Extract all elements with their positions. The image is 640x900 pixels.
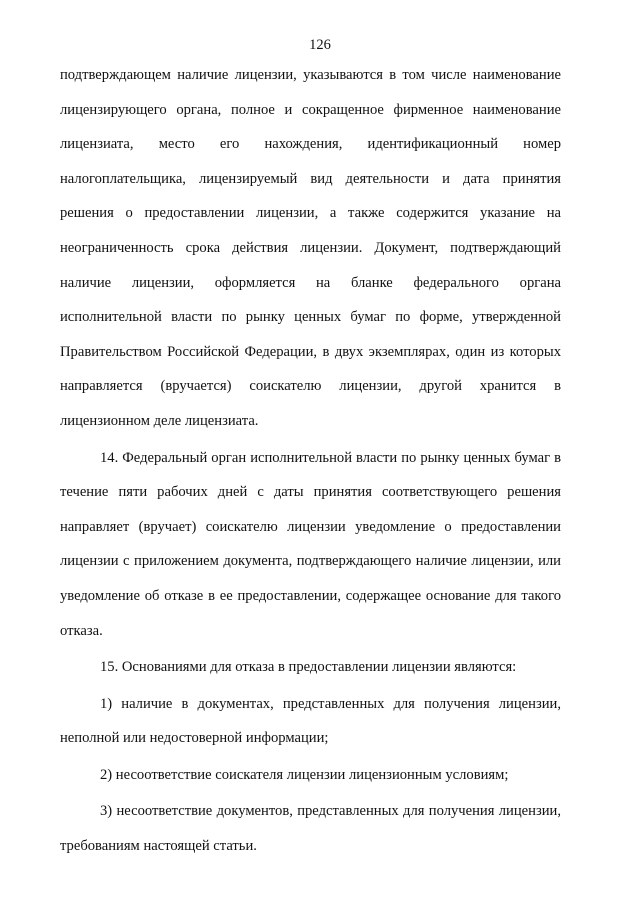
list-item-1: 1) наличие в документах, представленных для получения лицензии, неполной или недостоверной информации;	[60, 695, 561, 747]
document-body	[60, 58, 561, 864]
paragraph-14: 14. Федеральный орган исполнительной власти по рынку ценных бумаг в течение пяти рабочих дней с даты принятия соответствующего решения направляет (вручает) соискателю лицензии уведомление о предоставлении лицензии с приложением документа, подтверждающего наличие лицензии, или уведомление об отказе в ее предоставлении, содержащее основание для такого отказа.	[60, 449, 561, 639]
list-item-3: 3) несоответствие документов, представленных для получения лицензии, требованиям настоящей статьи.	[60, 803, 561, 855]
paragraph-15: 15. Основаниями для отказа в предоставлении лицензии являются:	[100, 659, 517, 676]
list-item-2: 2) несоответствие соискателя лицензии лицензионным условиям;	[100, 766, 509, 783]
page-number: 126	[309, 37, 331, 53]
paragraph-continuation: подтверждающем наличие лицензии, указываются в том числе наименование лицензирующего органа, полное и сокращенное фирменное наименование лицензиата, место его нахождения, идентификационный номер налогоплательщика, лицензируемый вид деятельности и дата принятия решения о предоставлении лицензии, а также содержится указание на неограниченность срока действия лицензии. Документ, подтверждающий наличие лицензии, оформляется на бланке федерального органа исполнительной власти по рынку ценных бумаг по форме, утвержденной Правительством Российской Федерации, в двух экземплярах, один из которых направляется (вручается) соискателю лицензии, другой хранится в лицензионном деле лицензиата.	[60, 67, 561, 429]
